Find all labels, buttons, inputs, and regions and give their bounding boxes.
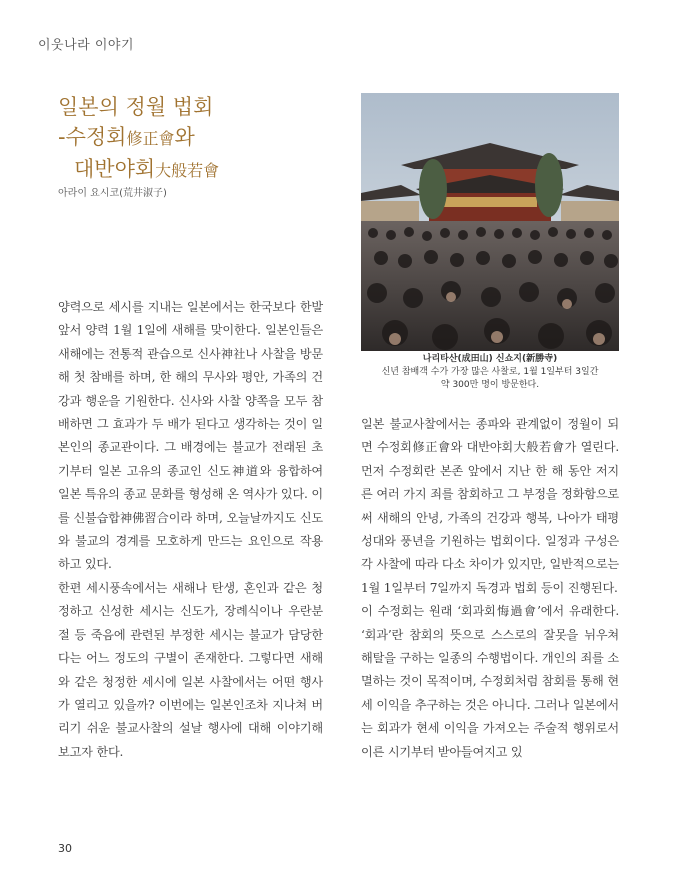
- body-column-right: [361, 413, 619, 764]
- series-label: 이웃나라 이야기: [38, 38, 135, 53]
- title-line-3-hanja: 大般若會: [155, 161, 220, 180]
- temple-photo: [361, 93, 619, 351]
- title-line-2-hanja: 修正會: [126, 129, 175, 148]
- title-line-3: [58, 154, 219, 186]
- caption-line-2: 약 300만 명이 방문한다.: [440, 380, 540, 390]
- title-line-3-main: 대반야회: [74, 157, 156, 181]
- caption-title: 나리타산(成田山) 신쇼지(新勝寺): [422, 354, 558, 364]
- body-paragraph: 양력으로 세시를 지내는 일본에서는 한국보다 한발 앞서 양력 1월 1일에 새해를 맞이한다. 일본인들은 새해에는 전통적 관습으로 신사神社나 사찰을 방문해 첫 참배를 하며, 한 해의 무사와 평안, 가족의 건강과 행운을 기원한다. 신사와 사찰 양쪽을 모두 참배하면 그 효과가 두 배가 된다고 생각하는 것이 일본인의 종교관이다. 그 배경에는 불교가 전래된 초기부터 일본 고유의 종교인 신도神道와 융합하여 일본 특유의 종교 문화를 형성해 온 역사가 있다. 이를 신불습합神佛習合이라 하며, 오늘날까지도 신도와 불교의 경계를 모호하게 만드는 요인으로 작용하고 있다.: [58, 300, 323, 572]
- body-column-left: [58, 296, 323, 764]
- body-paragraph: 이 수정회는 원래 ‘회과회悔過會’에서 유래한다. ‘회과’란 참회의 뜻으로 스스로의 잘못을 뉘우쳐 해탈을 구하는 일종의 수행법이다. 개인의 죄를 소멸하는 것이 목적이며, 수정회처럼 참회를 통해 현세 이익을 추구하는 것은 아니다. 그러나 일본에서는 회과가 현세 이익을 가져오는 주술적 행위로서 이른 시기부터 받아들여지고 있: [361, 604, 619, 759]
- title-line-2-tail: 와: [174, 125, 195, 149]
- article-title: [58, 92, 219, 186]
- page-number: 30: [58, 842, 72, 855]
- body-paragraph: 일본 불교사찰에서는 종파와 관계없이 정월이 되면 수정회修正會와 대반야회大般若會가 열린다. 먼저 수정회란 본존 앞에서 지난 한 해 동안 저지른 여러 가지 죄를 참회하고 그 부정을 정화함으로써 새해의 안녕, 가족의 건강과 행복, 나아가 태평성대와 풍년을 기원하는 법회이다. 일정과 구성은 각 사찰에 따라 다소 차이가 있지만, 일반적으로는 1월 1일부터 7일까지 독경과 법회 등이 진행된다.: [361, 417, 619, 595]
- body-paragraph: 한편 세시풍속에서는 새해나 탄생, 혼인과 같은 청정하고 신성한 세시는 신도가, 장례식이나 우란분절 등 죽음에 관련된 부정한 세시는 불교가 담당한다는 어느 정도의 구별이 존재한다. 그렇다면 새해와 같은 청정한 세시에 일본 사찰에서는 어떤 행사가 열리고 있을까? 이번에는 일본인조차 지나쳐 버리기 쉬운 불교사찰의 설날 행사에 대해 이야기해 보고자 한다.: [58, 580, 323, 759]
- title-line-2: [58, 122, 219, 154]
- caption-line-1: 신년 참배객 수가 가장 많은 사찰로, 1월 1일부터 3일간: [381, 367, 599, 377]
- title-line-2-main: -수정회: [58, 125, 127, 149]
- author-byline: 아라이 요시코(荒井淑子): [58, 188, 167, 199]
- photo-caption: [361, 353, 619, 392]
- temple-photo-image: [361, 93, 619, 351]
- title-line-1: 일본의 정월 법회: [58, 95, 214, 119]
